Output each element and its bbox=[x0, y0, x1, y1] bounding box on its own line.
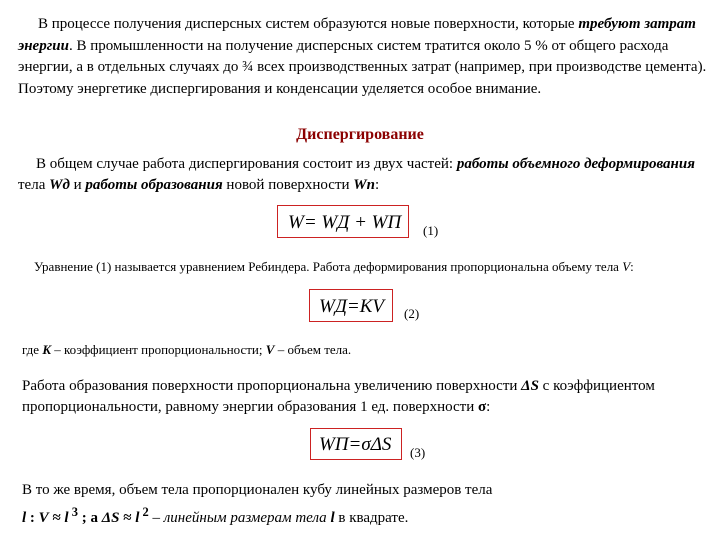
formula-2-number: (2) bbox=[404, 306, 420, 321]
surface-text-1: Работа образования поверхности пропорциональна увеличению поверхности bbox=[22, 378, 522, 394]
work-parts-wp: Wп bbox=[353, 177, 375, 193]
volume-formula-line bbox=[22, 501, 712, 529]
work-parts-text-2: тела bbox=[18, 177, 50, 193]
volume-ds: ΔS bbox=[101, 510, 120, 526]
surface-sigma: σ bbox=[477, 398, 487, 415]
where-k: K bbox=[42, 342, 51, 357]
rebinder-text: Уравнение (1) называется уравнением Ребиндера. Работа деформирования пропорциональна объему тела bbox=[34, 259, 623, 274]
work-parts-wd: Wд bbox=[49, 177, 70, 193]
work-parts-text-3: и bbox=[69, 177, 86, 193]
volume-colon: : bbox=[26, 510, 39, 526]
work-parts-emphasis-1: работы объемного деформирования bbox=[456, 156, 695, 172]
formula-2-box: WД=KV bbox=[309, 289, 393, 322]
section-heading: Диспергирование bbox=[296, 126, 424, 143]
volume-text-3: в квадрате. bbox=[334, 510, 409, 526]
work-parts-paragraph bbox=[18, 154, 708, 196]
formula-3-number: (3) bbox=[410, 445, 426, 460]
rebinder-end: : bbox=[630, 259, 634, 274]
work-parts-emphasis-2: работы образования bbox=[85, 177, 223, 193]
surface-text-3: : bbox=[486, 398, 491, 415]
intro-paragraph bbox=[18, 14, 708, 100]
where-text-1: где bbox=[22, 342, 43, 357]
volume-l3: l bbox=[135, 510, 140, 526]
volume-approx-2: ≈ bbox=[119, 510, 136, 526]
work-parts-text-4: новой поверхности bbox=[222, 177, 354, 193]
volume-approx-1: ≈ bbox=[48, 510, 65, 526]
where-paragraph bbox=[22, 341, 712, 359]
surface-paragraph bbox=[22, 376, 712, 417]
where-text-3: – объем тела. bbox=[274, 342, 352, 357]
volume-l4: l bbox=[330, 510, 335, 526]
rebinder-paragraph bbox=[34, 258, 714, 276]
intro-text-before: В процессе получения дисперсных систем образуются новые поверхности, которые bbox=[38, 16, 579, 32]
volume-paragraph bbox=[22, 479, 712, 529]
volume-l1: l bbox=[22, 510, 27, 526]
where-text-2: – коэффициент пропорциональности; bbox=[51, 342, 266, 357]
intro-emphasis: требуют затрат энергии bbox=[18, 16, 696, 54]
work-parts-text-1: В общем случае работа диспергирования состоит из двух частей: bbox=[36, 156, 457, 172]
volume-l2: l bbox=[64, 510, 69, 526]
formula-3-box: WП=σΔS bbox=[310, 428, 402, 460]
work-parts-text-5: : bbox=[374, 177, 380, 193]
volume-exp-2: 2 bbox=[139, 505, 149, 519]
volume-sep: ; а bbox=[77, 510, 102, 526]
where-v: V bbox=[265, 342, 275, 357]
volume-text-2: – линейным размерам тела bbox=[148, 510, 331, 526]
formula-1-box: W= WД + WП bbox=[277, 205, 409, 238]
intro-text-after: . В промышленности на получение дисперсных систем тратится около 5 % от общего расхода энергии, а в отдельных случаях до ¾ всех производственных затрат (например, при производстве цемента). Поэтому энергетике диспергирования и конденсации уделяется особое внимание. bbox=[18, 37, 707, 97]
surface-text-2: с коэффициентом пропорциональности, равному энергии образования 1 ед. поверхности bbox=[22, 378, 655, 415]
volume-text-line: В то же время, объем тела пропорционален кубу линейных размеров тела bbox=[22, 482, 493, 498]
surface-ds: ΔS bbox=[521, 378, 539, 394]
volume-exp-3: 3 bbox=[68, 505, 78, 519]
formula-1-number: (1) bbox=[423, 223, 439, 238]
volume-v: V bbox=[38, 510, 49, 526]
rebinder-var-v: V bbox=[622, 259, 631, 274]
